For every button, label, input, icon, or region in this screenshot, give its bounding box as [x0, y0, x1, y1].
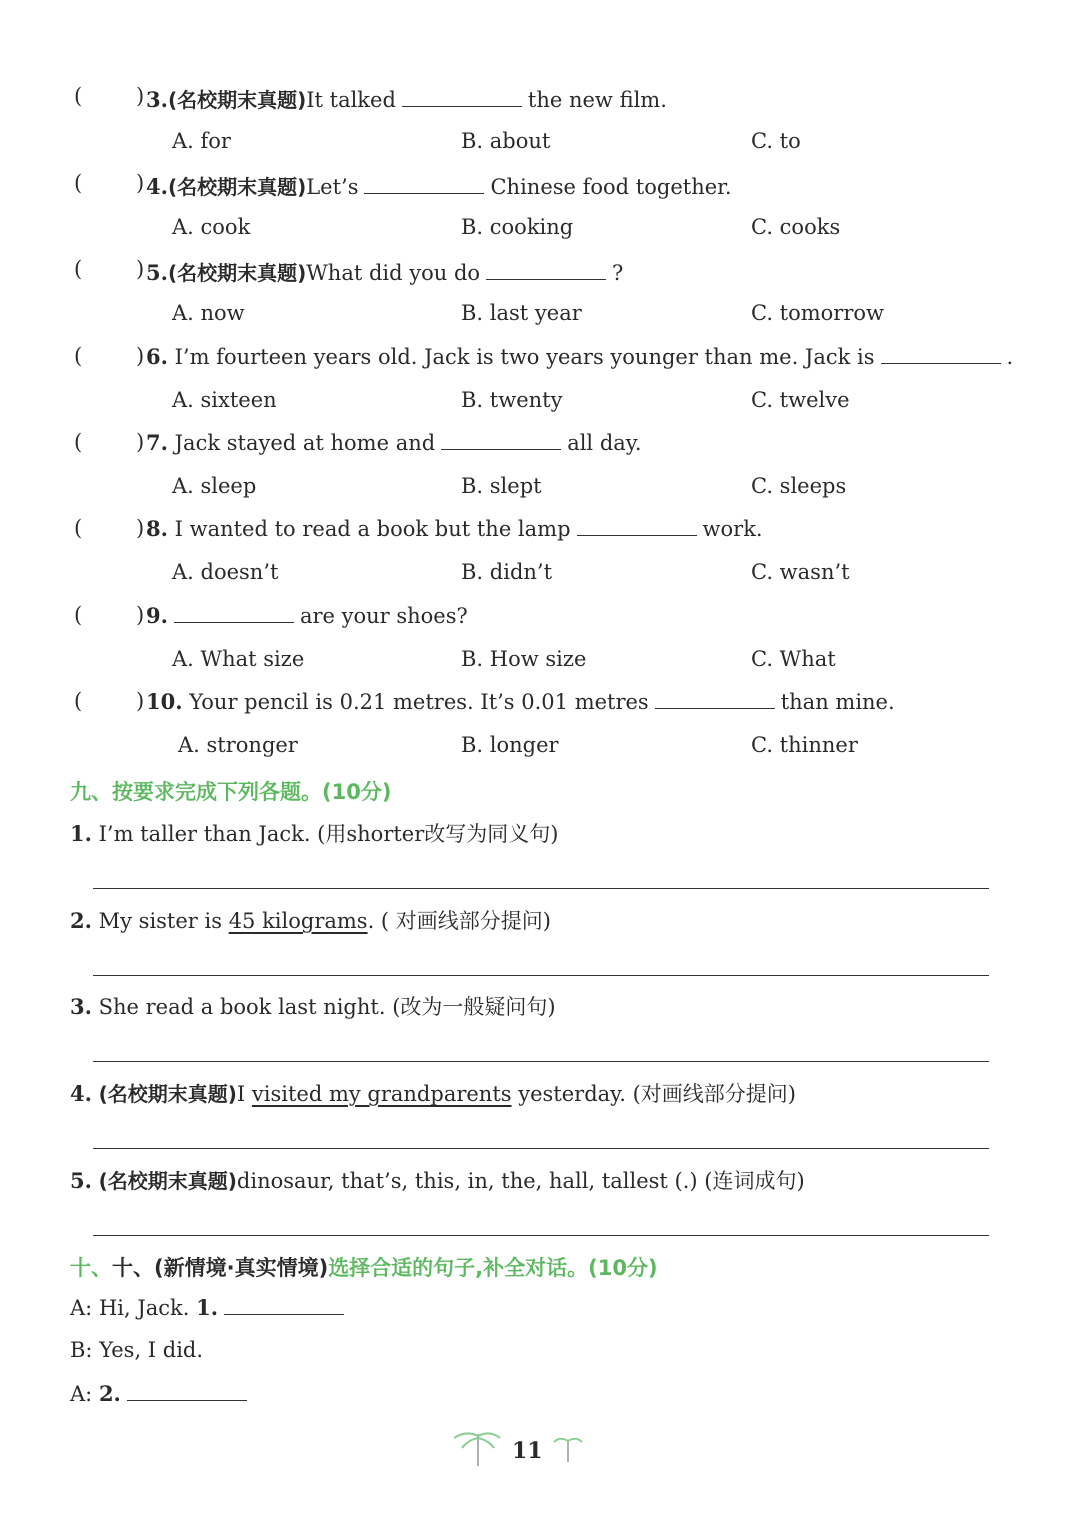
option-b[interactable]: B. cooking: [461, 215, 574, 239]
question-stem: 3.(名校期末真题)It talked the new film.: [146, 87, 667, 112]
option-a[interactable]: A. doesn’t: [172, 560, 279, 584]
question-stem: 10. Your pencil is 0.21 metres. It’s 0.01 metres than mine.: [146, 689, 895, 714]
fill-blank[interactable]: [127, 1382, 247, 1401]
answer-line[interactable]: [93, 1061, 989, 1062]
answer-line[interactable]: [93, 888, 989, 889]
question-stem: 6. I’m fourteen years old. Jack is two years younger than me. Jack is .: [146, 344, 1014, 369]
fill-blank[interactable]: [174, 604, 294, 623]
task-1: 1. I’m taller than Jack. (用shorter改写为同义句): [70, 821, 559, 846]
question-stem: 5.(名校期末真题)What did you do ?: [146, 260, 624, 285]
task-2: 2. My sister is 45 kilograms. ( 对画线部分提问): [70, 908, 551, 933]
answer-paren-close: ): [136, 257, 145, 281]
question-stem: 4.(名校期末真题)Let’s Chinese food together.: [146, 174, 732, 199]
answer-paren-close: ): [136, 344, 145, 368]
answer-paren-close: ): [136, 603, 145, 627]
page-number: 11: [512, 1438, 543, 1464]
fill-blank[interactable]: [486, 261, 606, 280]
option-b[interactable]: B. didn’t: [461, 560, 553, 584]
fill-blank[interactable]: [402, 88, 522, 107]
task-3: 3. She read a book last night. (改为一般疑问句): [70, 994, 556, 1019]
option-a[interactable]: A. sleep: [172, 474, 257, 498]
answer-paren-open[interactable]: (: [74, 344, 83, 368]
question-stem: 8. I wanted to read a book but the lamp work.: [146, 516, 763, 541]
fill-blank[interactable]: [441, 431, 561, 450]
option-b[interactable]: B. How size: [461, 647, 587, 671]
answer-paren-open[interactable]: (: [74, 516, 83, 540]
answer-paren-close: ): [136, 171, 145, 195]
fill-blank[interactable]: [364, 175, 484, 194]
option-b[interactable]: B. last year: [461, 301, 582, 325]
fill-blank[interactable]: [224, 1296, 344, 1315]
task-5: 5. (名校期末真题)dinosaur, that’s, this, in, the, hall, tallest (.) (连词成句): [70, 1168, 805, 1193]
answer-paren-open[interactable]: (: [74, 430, 83, 454]
answer-paren-close: ): [136, 430, 145, 454]
answer-paren-close: ): [136, 689, 145, 713]
option-b[interactable]: B. twenty: [461, 388, 563, 412]
option-a[interactable]: A. sixteen: [172, 388, 277, 412]
answer-paren-open[interactable]: (: [74, 84, 83, 108]
answer-line[interactable]: [93, 1148, 989, 1149]
fill-blank[interactable]: [881, 345, 1001, 364]
fill-blank[interactable]: [655, 690, 775, 709]
answer-line[interactable]: [93, 975, 989, 976]
option-c[interactable]: C. thinner: [751, 733, 858, 757]
option-c[interactable]: C. cooks: [751, 215, 841, 239]
answer-paren-open[interactable]: (: [74, 257, 83, 281]
dialog-line-3: A: 2.: [70, 1381, 253, 1406]
option-c[interactable]: C. What: [751, 647, 836, 671]
option-c[interactable]: C. twelve: [751, 388, 850, 412]
option-c[interactable]: C. sleeps: [751, 474, 847, 498]
option-a[interactable]: A. stronger: [178, 733, 298, 757]
answer-paren-open[interactable]: (: [74, 171, 83, 195]
dialog-line-1: A: Hi, Jack. 1.: [70, 1295, 350, 1320]
option-a[interactable]: A. now: [172, 301, 245, 325]
option-b[interactable]: B. slept: [461, 474, 542, 498]
answer-paren-open[interactable]: (: [74, 689, 83, 713]
option-b[interactable]: B. about: [461, 129, 551, 153]
option-c[interactable]: C. tomorrow: [751, 301, 885, 325]
page-footer: [450, 1426, 590, 1476]
option-a[interactable]: A. cook: [172, 215, 251, 239]
answer-paren-open[interactable]: (: [74, 603, 83, 627]
option-a[interactable]: A. What size: [172, 647, 305, 671]
option-c[interactable]: C. wasn’t: [751, 560, 850, 584]
answer-line[interactable]: [93, 1235, 989, 1236]
question-stem: 7. Jack stayed at home and all day.: [146, 430, 642, 455]
section-9-title: 九、按要求完成下列各题。(10分): [70, 780, 392, 804]
underlined-phrase: visited my grandparents: [251, 1082, 512, 1106]
answer-paren-close: ): [136, 84, 145, 108]
section-10-title: 十、十、(新情境·真实情境)选择合适的句子,补全对话。(10分): [70, 1256, 658, 1280]
option-b[interactable]: B. longer: [461, 733, 559, 757]
option-c[interactable]: C. to: [751, 129, 801, 153]
option-a[interactable]: A. for: [172, 129, 231, 153]
fill-blank[interactable]: [577, 517, 697, 536]
underlined-phrase: 45 kilograms: [228, 909, 368, 933]
task-4: 4. (名校期末真题)I visited my grandparents yesterday. (对画线部分提问): [70, 1081, 796, 1106]
answer-paren-close: ): [136, 516, 145, 540]
dialog-line-2: B: Yes, I did.: [70, 1338, 204, 1362]
question-stem: 9. are your shoes?: [146, 603, 468, 628]
